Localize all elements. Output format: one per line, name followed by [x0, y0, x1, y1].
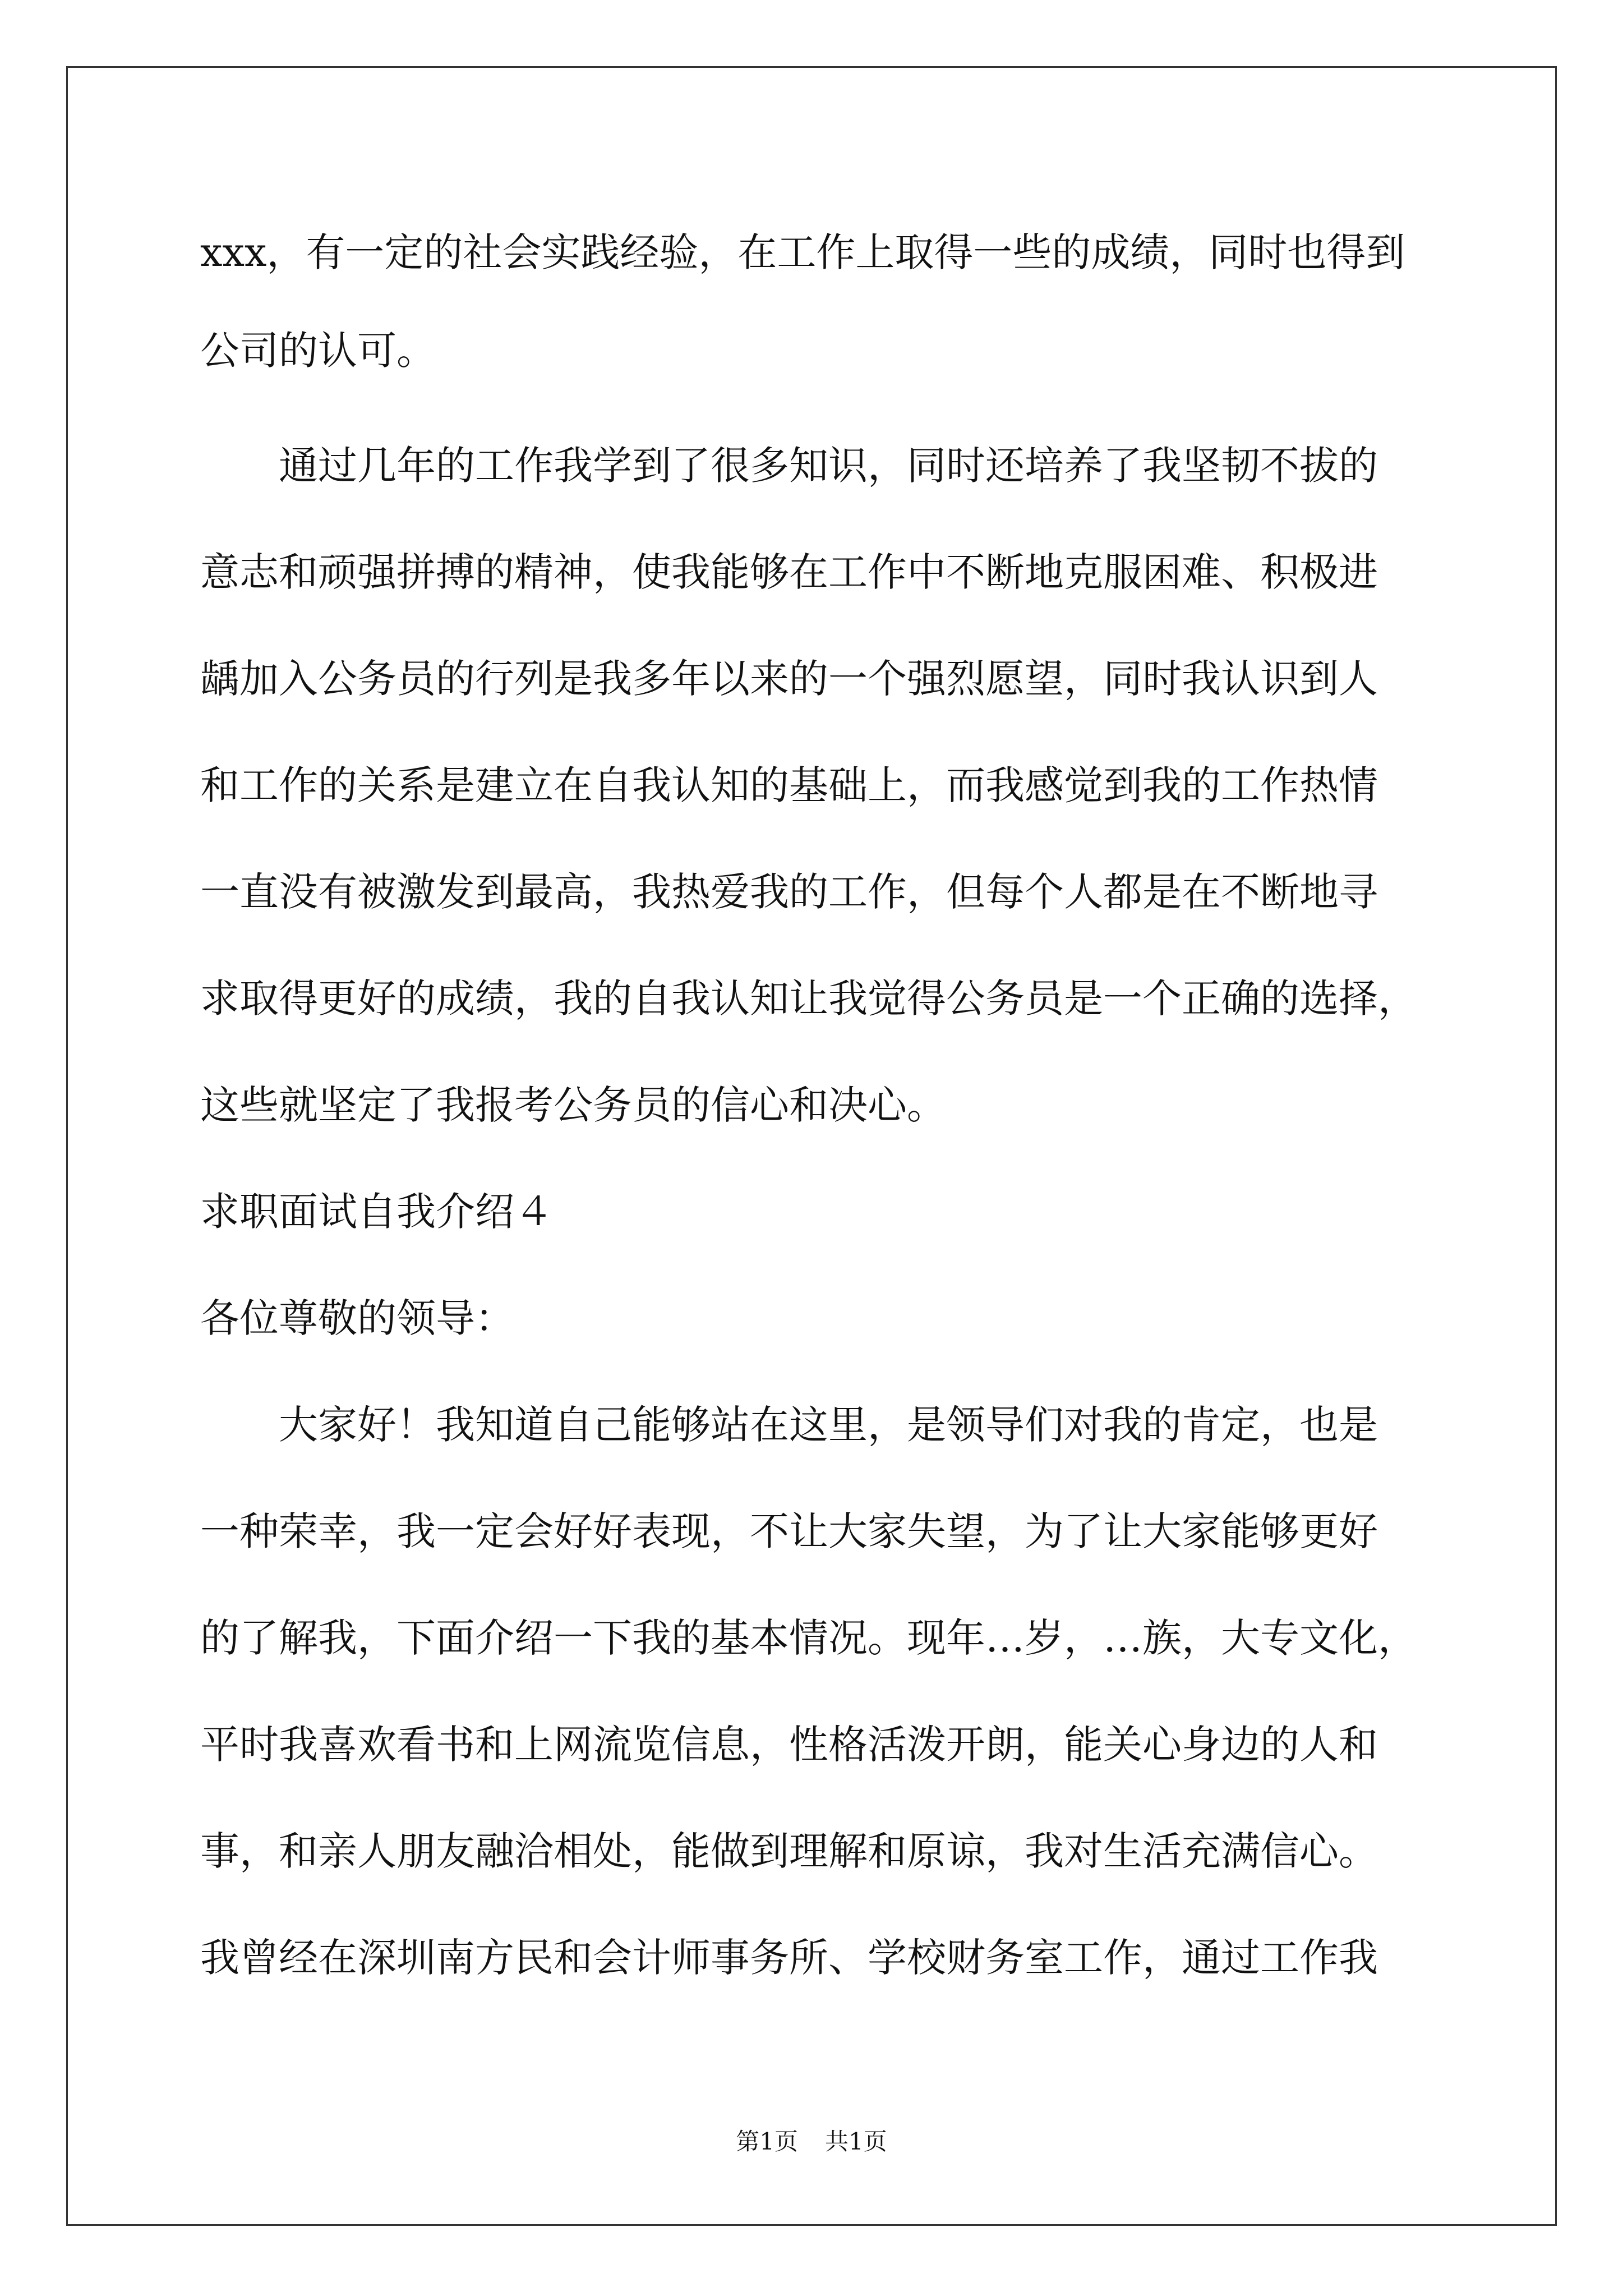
body-text-line: 意志和顽强拼搏的精神，使我能够在工作中不断地克服困难、积极进: [200, 549, 1378, 595]
section-heading: 求职面试自我介绍４: [200, 1189, 554, 1235]
body-text-line: 一种荣幸，我一定会好好表现，不让大家失望，为了让大家能够更好: [200, 1508, 1378, 1554]
body-text-line: xxx，有一定的社会实践经验，在工作上取得一些的成绩，同时也得到: [200, 229, 1405, 275]
body-text-line: 的了解我，下面介绍一下我的基本情况。现年…岁，…族，大专文化，: [200, 1615, 1417, 1661]
body-text-line: 这些就坚定了我报考公务员的信心和决心。: [200, 1082, 946, 1128]
body-text-line: 我曾经在深圳南方民和会计师事务所、学校财务室工作，通过工作我: [200, 1935, 1378, 1981]
body-text-line: 和工作的关系是建立在自我认知的基础上，而我感觉到我的工作热情: [200, 762, 1378, 808]
body-text-line: 求取得更好的成绩，我的自我认知让我觉得公务员是一个正确的选择，: [200, 976, 1417, 1022]
paragraph-first-line: 通过几年的工作我学到了很多知识，同时还培养了我坚韧不拔的: [279, 443, 1378, 489]
salutation: 各位尊敬的领导：: [200, 1295, 514, 1341]
body-text-line: 龋加入公务员的行列是我多年以来的一个强烈愿望，同时我认识到人: [200, 656, 1378, 702]
page-total: 共1页: [825, 2128, 887, 2155]
body-text-line: 一直没有被激发到最高，我热爱我的工作，但每个人都是在不断地寻: [200, 869, 1378, 915]
page-footer: [0, 2126, 1623, 2157]
body-text-line: 公司的认可。: [200, 328, 436, 374]
page-number: 第1页: [736, 2128, 798, 2155]
body-text-line: 平时我喜欢看书和上网流览信息，性格活泼开朗，能关心身边的人和: [200, 1722, 1378, 1768]
body-text-line: 事，和亲人朋友融洽相处，能做到理解和原谅，我对生活充满信心。: [200, 1828, 1378, 1874]
page-border: [66, 66, 1557, 2226]
paragraph-first-line: 大家好！我知道自己能够站在这里，是领导们对我的肯定，也是: [279, 1402, 1378, 1448]
